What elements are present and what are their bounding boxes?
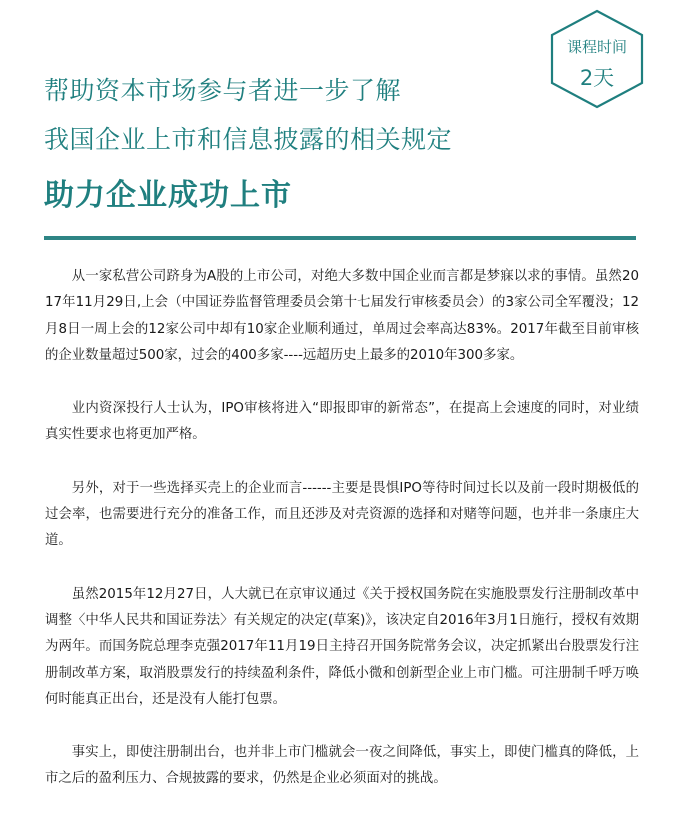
course-duration-value: 2天: [579, 66, 615, 90]
headline-emphasis: 助力企业成功上市: [44, 178, 292, 213]
article-paragraph: 另外，对于一些选择买壳上的企业而言------主要是畏惧IPO等待时间过长以及前一段时期极低的过会率，也需要进行充分的准备工作，而且还涉及对壳资源的选择和对赌等问题，也并非一条康庄大道。: [45, 480, 639, 549]
article-body: [45, 264, 639, 820]
headline-line-1: 帮助资本市场参与者进一步了解: [44, 76, 402, 105]
page-header: [0, 0, 674, 240]
headline-line-2: 我国企业上市和信息披露的相关规定: [44, 125, 453, 154]
article-paragraph: 虽然2015年12月27日，人大就已在京审议通过《关于授权国务院在实施股票发行注册制改革中调整〈中华人民共和国证券法〉有关规定的决定(草案)》，该决定自2016年3月1日施行，授权有效期为两年。而国务院总理李克强2017年11月19日主持召开国务院常务会议，决定抓紧出台股票发行注册制改革方案，取消股票发行的持续盈利条件，降低小微和创新型企业上市门槛。可注册制千呼万唤何时能真正出台，还是没有人能打包票。: [45, 586, 639, 707]
course-duration-label: 课程时间: [566, 38, 627, 56]
course-duration-badge: [548, 8, 646, 110]
article-paragraph: 业内资深投行人士认为，IPO审核将进入“即报即审的新常态”，在提高上会速度的同时，对业绩真实性要求也将更加严格。: [45, 401, 639, 443]
article-paragraph: 从一家私营公司跻身为A股的上市公司，对绝大多数中国企业而言都是梦寐以求的事情。虽然2017年11月29日,上会（中国证券监督管理委员会第十七届发行审核委员会）的3家公司全军覆没；12月8日一周上会的12家公司中却有10家企业顺利通过，单周过会率高达83%。2017年截至目前审核的企业数量超过500家，过会的400多家----远超历史上最多的2010年300多家。: [45, 269, 639, 363]
article-paragraph: 事实上，即使注册制出台，也并非上市门槛就会一夜之间降低，事实上，即使门槛真的降低，上市之后的盈利压力、合规披露的要求，仍然是企业必须面对的挑战。: [45, 745, 639, 787]
hexagon-frame-icon: [548, 8, 646, 110]
header-divider: [44, 236, 636, 240]
